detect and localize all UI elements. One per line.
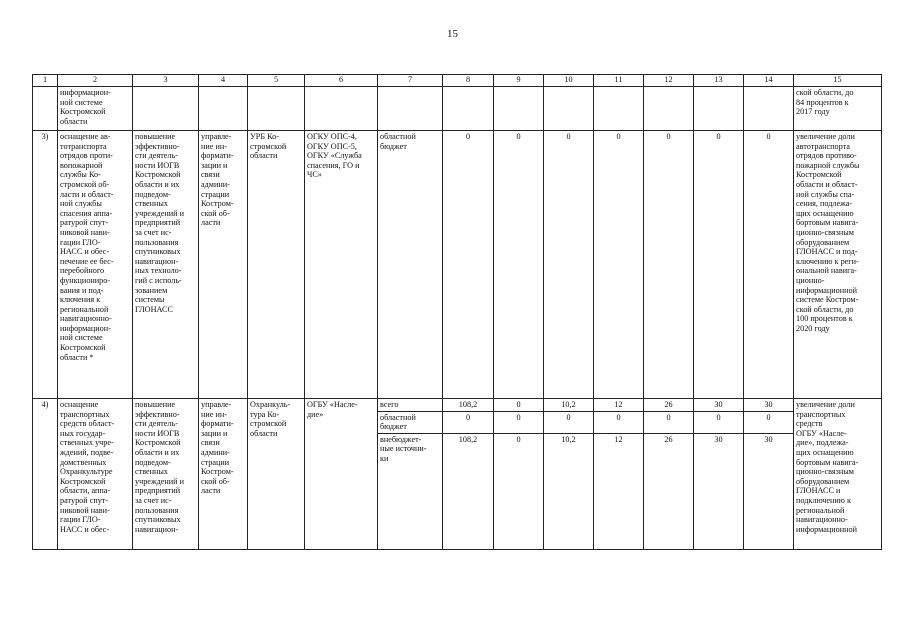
cell-value: 0 xyxy=(694,411,744,433)
cell-value: 10,2 xyxy=(544,433,594,549)
table-cell xyxy=(443,87,494,131)
cell-value: 0 xyxy=(494,399,544,412)
cell-value: 0 xyxy=(494,411,544,433)
cell-value: 0 xyxy=(594,411,644,433)
cell-indicator: увеличение доли транспортных средств ОГБУ «Насле- дие», подлежа- щих оснащению бортовым навига- ционно-связным оборудованием ГЛОНАСС и подключению к региональной навигационно- информационной xyxy=(794,399,882,550)
cell-value: 0 xyxy=(494,131,544,399)
page-number: 15 xyxy=(447,28,458,40)
cell-activity: оснащение транспортных средств област- ных государ- ственных учре- ждений, подве- домственных Охранкультуре Костромской области, аппа- ратурой спут- никовой нави- гации ГЛО- НАСС и обес- xyxy=(58,399,133,550)
cell-responsible: управле- ние ин- формати- зации и связи админи- страции Костром- ской об- ласти xyxy=(199,131,248,399)
cell-value: 0 xyxy=(744,131,794,399)
cell-value: 30 xyxy=(744,399,794,412)
cell-participant: ОГКУ ОПС-4, ОГКУ ОПС-5, ОГКУ «Служба спасения, ГО и ЧС» xyxy=(305,131,378,399)
cell-value: 30 xyxy=(694,399,744,412)
cell-executor: Охранкуль- тура Ко- стромской области xyxy=(248,399,305,550)
cell-value: 0 xyxy=(744,411,794,433)
table-cell xyxy=(33,87,58,131)
header-cell: 10 xyxy=(544,75,594,87)
cell-goal: повышение эффективно- сти деятель- ности ИОГВ Костромской области и их подведом- ственных учреждений и предприятий за счет ис- пользования спутниковых навигацион- ных техноло- гий с исполь- зованием системы ГЛОНАСС xyxy=(133,131,199,399)
header-cell: 5 xyxy=(248,75,305,87)
cell-value: 108,2 xyxy=(443,399,494,412)
table-row-4-total xyxy=(33,399,882,412)
cell-value: 0 xyxy=(494,433,544,549)
table-row-continued xyxy=(33,87,882,131)
cell-responsible: управле- ние ин- формати- зации и связи админи- страции Костром- ской об- ласти xyxy=(199,399,248,550)
cell-value: 26 xyxy=(644,399,694,412)
header-cell: 6 xyxy=(305,75,378,87)
cell-value: 0 xyxy=(644,131,694,399)
table-cell xyxy=(494,87,544,131)
table-cell xyxy=(378,87,443,131)
header-cell: 11 xyxy=(594,75,644,87)
header-cell: 4 xyxy=(199,75,248,87)
cell-activity: оснащение ав- тотранспорта отрядов проти- вопожарной службы Ко- стромской об- ласти и област- ной службы спасения аппа- ратурой спут- никовой нави- гации ГЛО- НАСС и обес- печение ее бес- перебойного функциониро- вания и под- ключения к региональной навигационно- информацион- ной системе Костромской области * xyxy=(58,131,133,399)
cell-value: 0 xyxy=(594,131,644,399)
cell-funding-source: областной бюджет xyxy=(378,131,443,399)
header-cell: 12 xyxy=(644,75,694,87)
row-number: 4) xyxy=(33,399,58,550)
table-cell xyxy=(694,87,744,131)
cell-participant: ОГБУ «Насле- дие» xyxy=(305,399,378,550)
header-cell: 2 xyxy=(58,75,133,87)
header-cell: 13 xyxy=(694,75,744,87)
table-cell xyxy=(594,87,644,131)
cell-executor: УРБ Ко- стромской области xyxy=(248,131,305,399)
table-cell xyxy=(305,87,378,131)
table-cell xyxy=(248,87,305,131)
cell-activity: информацион- ной системе Костромской области xyxy=(58,87,133,131)
cell-value: 0 xyxy=(443,131,494,399)
cell-value: 108,2 xyxy=(443,433,494,549)
program-table xyxy=(32,74,882,550)
cell-value: 30 xyxy=(744,433,794,549)
header-cell: 1 xyxy=(33,75,58,87)
cell-value: 0 xyxy=(644,411,694,433)
header-row xyxy=(33,75,882,87)
table-cell xyxy=(133,87,199,131)
cell-value: 0 xyxy=(544,411,594,433)
table-cell xyxy=(744,87,794,131)
header-cell: 14 xyxy=(744,75,794,87)
cell-goal: повышение эффективно- сти деятель- ности ИОГВ Костромской области и их подведом- ственных учреждений и предприятий за счет ис- пользования спутниковых навигацион- xyxy=(133,399,199,550)
table-cell xyxy=(199,87,248,131)
cell-value: 12 xyxy=(594,433,644,549)
cell-value: 0 xyxy=(694,131,744,399)
cell-funding-source: внебюджет- ные источни- ки xyxy=(378,433,443,549)
header-cell: 8 xyxy=(443,75,494,87)
cell-funding-source: всего xyxy=(378,399,443,412)
header-cell: 15 xyxy=(794,75,882,87)
cell-value: 0 xyxy=(544,131,594,399)
cell-indicator: увеличение доли автотранспорта отрядов противо- пожарной службы Костромской области и област- ной службы спа- сения, подлежа- щих оснащению бортовым навига- ционно-связным оборудованием ГЛОНАСС и под- ключению к реги- ональной навига- ционно- информационной системе Костром- ской области, до 100 процентов к 2020 году xyxy=(794,131,882,399)
cell-indicator: ской области, до 84 процентов к 2017 году xyxy=(794,87,882,131)
header-cell: 9 xyxy=(494,75,544,87)
cell-value: 0 xyxy=(443,411,494,433)
cell-value: 30 xyxy=(694,433,744,549)
header-cell: 3 xyxy=(133,75,199,87)
cell-funding-source: областной бюджет xyxy=(378,411,443,433)
cell-value: 10,2 xyxy=(544,399,594,412)
cell-value: 12 xyxy=(594,399,644,412)
header-cell: 7 xyxy=(378,75,443,87)
row-number: 3) xyxy=(33,131,58,399)
table-cell xyxy=(544,87,594,131)
table-cell xyxy=(644,87,694,131)
cell-value: 26 xyxy=(644,433,694,549)
table-row-3 xyxy=(33,131,882,399)
